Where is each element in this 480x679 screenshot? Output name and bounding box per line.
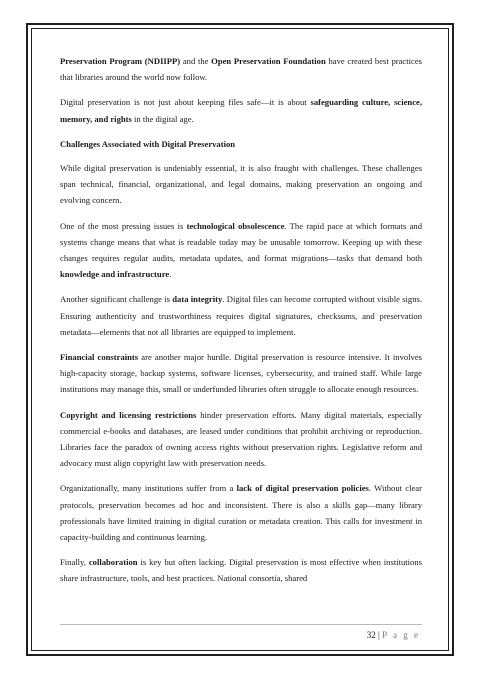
bold-term: lack of digital preservation policies — [236, 483, 369, 494]
paragraph — [60, 349, 422, 398]
bold-term: safeguarding culture, science, memory, and rights — [60, 97, 422, 124]
page-footer — [367, 630, 420, 640]
footer-divider — [60, 624, 422, 625]
bold-term: data integrity — [172, 294, 223, 305]
bold-term: technological obsolescence — [186, 220, 285, 231]
paragraph — [60, 407, 422, 472]
bold-term: Challenges Associated with Digital Preservation — [60, 138, 236, 149]
text-run: is key but often lacking. Digital preservation is most effective when institutions share infrastructure, tools, and best practices. National consortia, shared — [60, 557, 422, 584]
bold-term: knowledge and infrastructure — [60, 269, 170, 280]
text-run: . — [169, 269, 172, 280]
text-run: . Digital files can become corrupted without visible signs. Ensuring authenticity and trustworthiness requires digital signatures, checksums, and preservation metadata—elements that not all libraries are equipped to implement. — [60, 294, 422, 337]
paragraph — [60, 218, 422, 283]
text-run: While digital preservation is undeniably essential, it is also fraught with challenges. These challenges span technical, financial, organizational, and legal domains, making preservation an ongoing and evolving concern. — [60, 163, 422, 206]
bold-term: Open Preservation Foundation — [211, 56, 326, 66]
bold-term: Copyright and licensing restrictions — [60, 409, 197, 420]
section-heading — [60, 136, 422, 152]
text-run: Organizationally, many institutions suffer from a — [60, 483, 237, 494]
text-run: have created best practices that libraries around the world now follow. — [60, 56, 422, 83]
bold-term: collaboration — [88, 557, 138, 568]
text-run: . The rapid pace at which formats and systems change means that what is readable today may be unusable tomorrow. Keeping up with these changes requires regular audits, metadata updates, and format migrations—tasks that demand both — [60, 220, 423, 264]
paragraph — [60, 53, 422, 85]
bold-term: Financial constraints — [60, 352, 139, 363]
text-run: Digital preservation is not just about keeping files safe—it is about — [60, 97, 311, 108]
text-run: Another significant challenge is — [60, 294, 173, 305]
text-run: One of the most pressing issues is — [60, 220, 187, 231]
paragraph — [60, 554, 422, 586]
paragraph — [60, 480, 422, 545]
page-number: 32 — [366, 630, 376, 640]
body-text — [60, 53, 422, 596]
text-run: . Without clear protocols, preservation becomes ad hoc and inconsistent. There is also a skills gap—many library professionals have limited training in digital curation or metadata creation. This calls for investment in capacity-building and continuous learning. — [60, 483, 422, 543]
paragraph — [60, 160, 422, 209]
text-run: are another major hurdle. Digital preservation is resource intensive. It involves high-capacity storage, backup systems, software licenses, cybersecurity, and trained staff. While large institutions may manage this, small or underfunded libraries often struggle to allocate enough resources. — [60, 352, 423, 395]
text-run: hinder preservation efforts. Many digital materials, especially commercial e-books and databases, are leased under conditions that prohibit archiving or reproduction. Libraries face the paradox of owning access rights without preservation rights. Legislative reform and advocacy must align copyright law with preservation needs. — [60, 409, 422, 469]
text-run: in the digital age. — [131, 113, 194, 124]
page-label: P a g e — [382, 630, 420, 640]
paragraph — [60, 94, 422, 126]
bold-term: Preservation Program (NDIIPP) — [60, 56, 181, 66]
footer-separator: | — [378, 630, 380, 640]
text-run: Finally, — [60, 557, 89, 568]
text-run: and the — [180, 56, 212, 66]
paragraph — [60, 291, 422, 340]
